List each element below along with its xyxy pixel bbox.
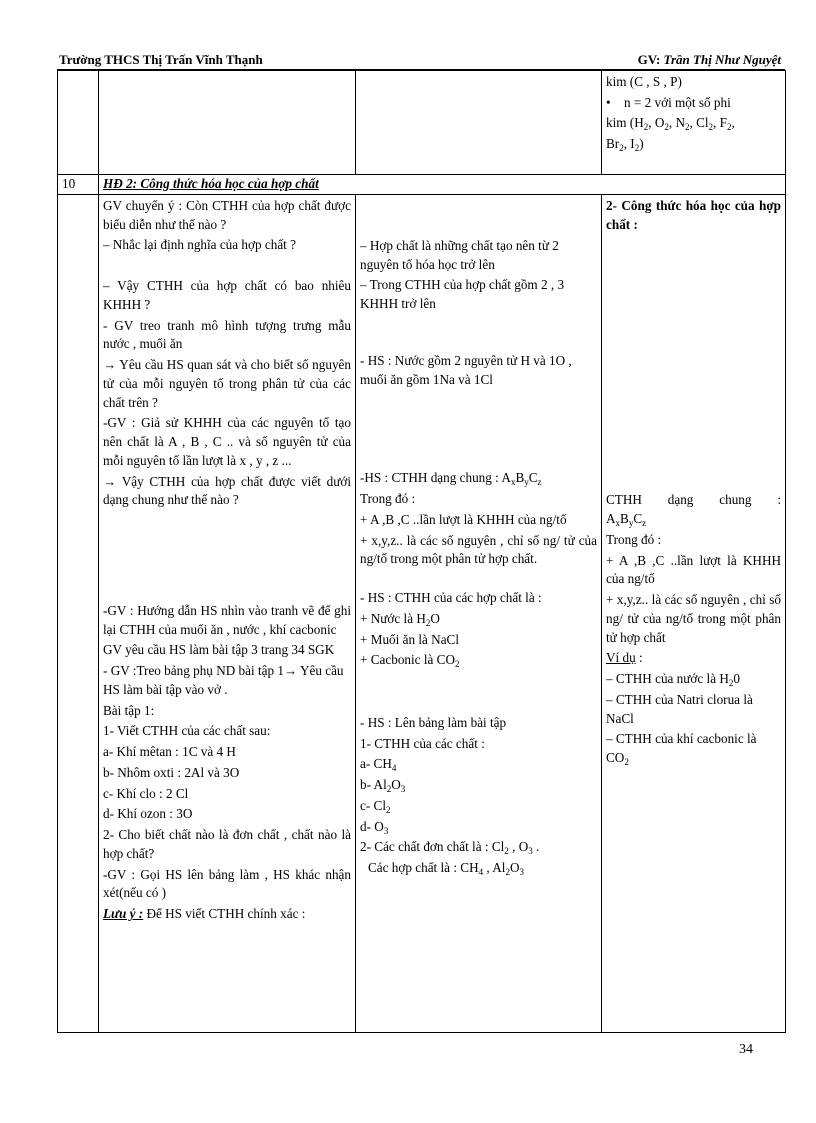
content-line xyxy=(606,670,781,689)
teacher-activity: - GV treo tranh mô hình tượng trưng mẫu nước , muối ăn xyxy=(103,317,351,352)
page-number: 34 xyxy=(739,1042,753,1057)
note-label: Lưu ý : xyxy=(103,906,144,922)
section-title: HĐ 2: Công thức hóa học của hợp chất xyxy=(103,176,319,191)
formula-text: , O xyxy=(648,115,665,131)
student-activity: Trong đó : xyxy=(360,491,416,507)
formula-text: B xyxy=(515,470,525,486)
formula-text: C xyxy=(528,470,538,486)
teacher-activity: GV yêu cầu HS làm bài tập 3 trang 34 SGK xyxy=(103,642,335,658)
content-line: kim (C , S , P) xyxy=(606,74,682,89)
teacher-credit xyxy=(638,52,781,68)
subscript: y xyxy=(524,477,529,488)
teacher-activity: - GV :Treo bảng phụ ND bài tập 1→ Yêu cầu HS làm bài tập vào vở . xyxy=(103,663,344,697)
school-name: Trường THCS Thị Trấn Vĩnh Thạnh xyxy=(59,52,263,67)
student-activity: – Trong CTHH của hợp chất gồm 2 , 3 KHHH trở lên xyxy=(360,277,565,312)
student-text: d- O xyxy=(360,818,384,834)
formula-text: , xyxy=(731,115,735,131)
student-answer xyxy=(360,859,597,878)
student-text: Các hợp chất là : CH xyxy=(368,860,479,876)
student-text: a- CH xyxy=(360,756,392,772)
teacher-activity: → Vậy CTHH của hợp chất được viết dưới dạng chung như thế nào ? xyxy=(103,473,351,508)
content-text: n = 2 với một số phi xyxy=(624,94,731,110)
formula-text: , F xyxy=(713,115,727,131)
content-line xyxy=(606,730,781,767)
teacher-activity: -GV : Giả sử KHHH của các nguyên tố tạo nên chất là A , B , C .. và số nguyên tử của mỗi nguyên tố lần lượt là x , y , z ... xyxy=(103,415,351,468)
content-line xyxy=(606,114,781,133)
content-text: : xyxy=(635,650,643,666)
example-label: Ví dụ xyxy=(606,650,636,666)
formula-text: , N xyxy=(668,115,685,131)
subscript: 2 xyxy=(619,143,624,154)
student-activity xyxy=(360,651,597,670)
section-number: 10 xyxy=(58,175,99,195)
student-text: -HS : CTHH dạng chung : xyxy=(360,470,502,486)
student-activity: + A ,B ,C ..lần lượt là KHHH của ng/tố xyxy=(360,511,567,527)
formula-text: Br xyxy=(606,136,620,152)
cell-student xyxy=(356,195,602,1033)
content-heading: 2- Công thức hóa học của hợp chất : xyxy=(606,198,781,232)
formula-text: ) xyxy=(639,136,644,152)
student-activity xyxy=(360,610,597,629)
student-text: 2- Các chất đơn chất là : Cl xyxy=(360,839,505,855)
subscript: 2 xyxy=(643,122,649,133)
formula-text: , Cl xyxy=(689,115,709,131)
exercise-title: Bài tập 1: xyxy=(103,702,155,718)
table-row-continued xyxy=(58,71,786,175)
formula-text: kim (H xyxy=(606,115,644,131)
student-activity: + x,y,z.. là các số nguyên , chỉ số ng/ tử của ng/tố trong một phân tử hợp chất. xyxy=(360,532,597,567)
formula-text: , I xyxy=(623,136,635,152)
student-activity: 1- CTHH của các chất : xyxy=(360,735,485,751)
example-label-line xyxy=(606,649,781,668)
content-line: CTHH dạng chung : xyxy=(606,492,781,508)
student-text: + Cacbonic là CO xyxy=(360,652,455,668)
subscript: 3 xyxy=(400,784,406,795)
subscript: 2 xyxy=(728,678,734,689)
cell-content xyxy=(602,195,786,1033)
subscript: 2 xyxy=(708,122,714,133)
subscript: 2 xyxy=(425,617,431,628)
subscript: x xyxy=(615,518,621,529)
exercise-item: 1- Viết CTHH của các chất sau: xyxy=(103,723,271,739)
student-activity: – Hợp chất là những chất tạo nên từ 2 nguyên tố hóa học trở lên xyxy=(360,238,559,272)
subscript: z xyxy=(642,518,647,529)
subscript: 4 xyxy=(478,867,484,878)
subscript: 2 xyxy=(504,846,509,857)
cell-student xyxy=(356,71,602,175)
subscript: 3 xyxy=(383,825,389,836)
cell-teacher xyxy=(99,71,356,175)
student-answer xyxy=(360,755,597,774)
content-line: + x,y,z.. là các số nguyên , chỉ số ng/ tử của ng/tố trong một phân tử hợp chất xyxy=(606,592,781,645)
student-activity: - HS : CTHH của các hợp chất là : xyxy=(360,590,542,606)
exercise-item: d- Khí ozon : 3O xyxy=(103,806,193,822)
content-line: Trong đó : xyxy=(606,531,662,547)
teacher-activity: -GV : Gọi HS lên bảng làm , HS khác nhận xét(nếu có ) xyxy=(103,866,351,901)
formula-text: A xyxy=(606,511,616,527)
exercise-item: c- Khí clo : 2 Cl xyxy=(103,785,189,801)
student-text: c- Cl xyxy=(360,797,387,813)
teacher-activity: → Yêu cầu HS quan sát và cho biết số nguyên tử của mỗi nguyên tố trong phân tử của các chất trên ? xyxy=(103,357,351,410)
subscript: 2 xyxy=(454,659,460,670)
subscript: 3 xyxy=(528,846,533,857)
content-text: 0 xyxy=(733,671,740,687)
bullet-icon: • xyxy=(606,94,611,110)
cell-time xyxy=(58,195,99,1033)
note-line xyxy=(103,905,351,924)
student-text: . xyxy=(532,839,540,855)
exercise-item: a- Khí mêtan : 1C và 4 H xyxy=(103,744,236,760)
table-row-main xyxy=(58,195,786,1033)
page-header xyxy=(57,50,785,70)
content-formula xyxy=(606,510,781,529)
student-text: , O xyxy=(508,839,529,855)
student-activity xyxy=(360,469,597,488)
student-activity: - HS : Nước gồm 2 nguyên tử H và 1O , muối ăn gồm 1Na và 1Cl xyxy=(360,352,572,387)
student-text: O xyxy=(430,610,440,626)
subscript: 3 xyxy=(519,867,525,878)
student-answer xyxy=(360,838,597,857)
subscript: 2 xyxy=(624,757,629,768)
cell-time xyxy=(58,71,99,175)
formula-text: C xyxy=(633,511,643,527)
exercise-item: 2- Cho biết chất nào là đơn chất , chất nào là hợp chất? xyxy=(103,827,351,861)
subscript: y xyxy=(628,518,634,529)
student-text: O xyxy=(509,860,520,876)
exercise-item: b- Nhôm oxti : 2Al và 3O xyxy=(103,764,240,780)
subscript: 2 xyxy=(634,143,640,154)
cell-content xyxy=(602,71,786,175)
cell-teacher xyxy=(99,195,356,1033)
subscript: z xyxy=(537,477,542,488)
note-text: Để HS viết CTHH chính xác : xyxy=(143,906,306,922)
formula-text: A xyxy=(501,470,511,486)
content-line: – CTHH của Natri clorua là NaCl xyxy=(606,691,753,726)
subscript: 2 xyxy=(505,867,510,878)
subscript: 2 xyxy=(386,784,392,795)
student-activity: + Muối ăn là NaCl xyxy=(360,631,460,647)
content-text: – CTHH của khí cacbonic là CO xyxy=(606,731,757,766)
teacher-activity: -GV : Hướng dẫn HS nhìn vào tranh vẽ để ghi lại CTHH của muối ăn , nước , khí cacbonic xyxy=(103,603,351,637)
subscript: 2 xyxy=(386,804,391,815)
teacher-activity: – Nhắc lại định nghĩa của hợp chất ? xyxy=(103,237,296,253)
teacher-prefix: GV: xyxy=(637,52,664,67)
student-text: b- Al xyxy=(360,777,387,793)
subscript: 2 xyxy=(684,122,690,133)
content-line xyxy=(606,135,781,154)
content-line xyxy=(606,94,781,113)
content-text: – CTHH của nước là H xyxy=(606,671,729,687)
section-heading-row xyxy=(58,175,786,195)
subscript: 2 xyxy=(664,122,669,133)
student-answer xyxy=(360,818,597,837)
teacher-name: Trần Thị Như Nguyệt xyxy=(663,52,781,67)
formula-text: B xyxy=(620,511,629,527)
subscript: x xyxy=(510,477,516,488)
subscript: 4 xyxy=(391,763,397,774)
teacher-activity: – Vậy CTHH của hợp chất có bao nhiêu KHHH ? xyxy=(103,278,351,312)
student-text: O xyxy=(391,777,401,793)
student-activity: - HS : Lên bảng làm bài tập xyxy=(360,715,507,731)
student-text: , Al xyxy=(483,860,506,876)
section-title-cell xyxy=(99,175,786,195)
lesson-table xyxy=(57,70,786,1033)
student-answer xyxy=(360,776,597,795)
student-text: + Nước là H xyxy=(360,610,426,626)
subscript: 2 xyxy=(726,122,732,133)
student-answer xyxy=(360,797,597,816)
content-line: + A ,B ,C ..lần lượt là KHHH của ng/tố xyxy=(606,552,781,587)
teacher-activity: GV chuyển ý : Còn CTHH của hợp chất được biểu diễn như thế nào ? xyxy=(103,198,351,232)
